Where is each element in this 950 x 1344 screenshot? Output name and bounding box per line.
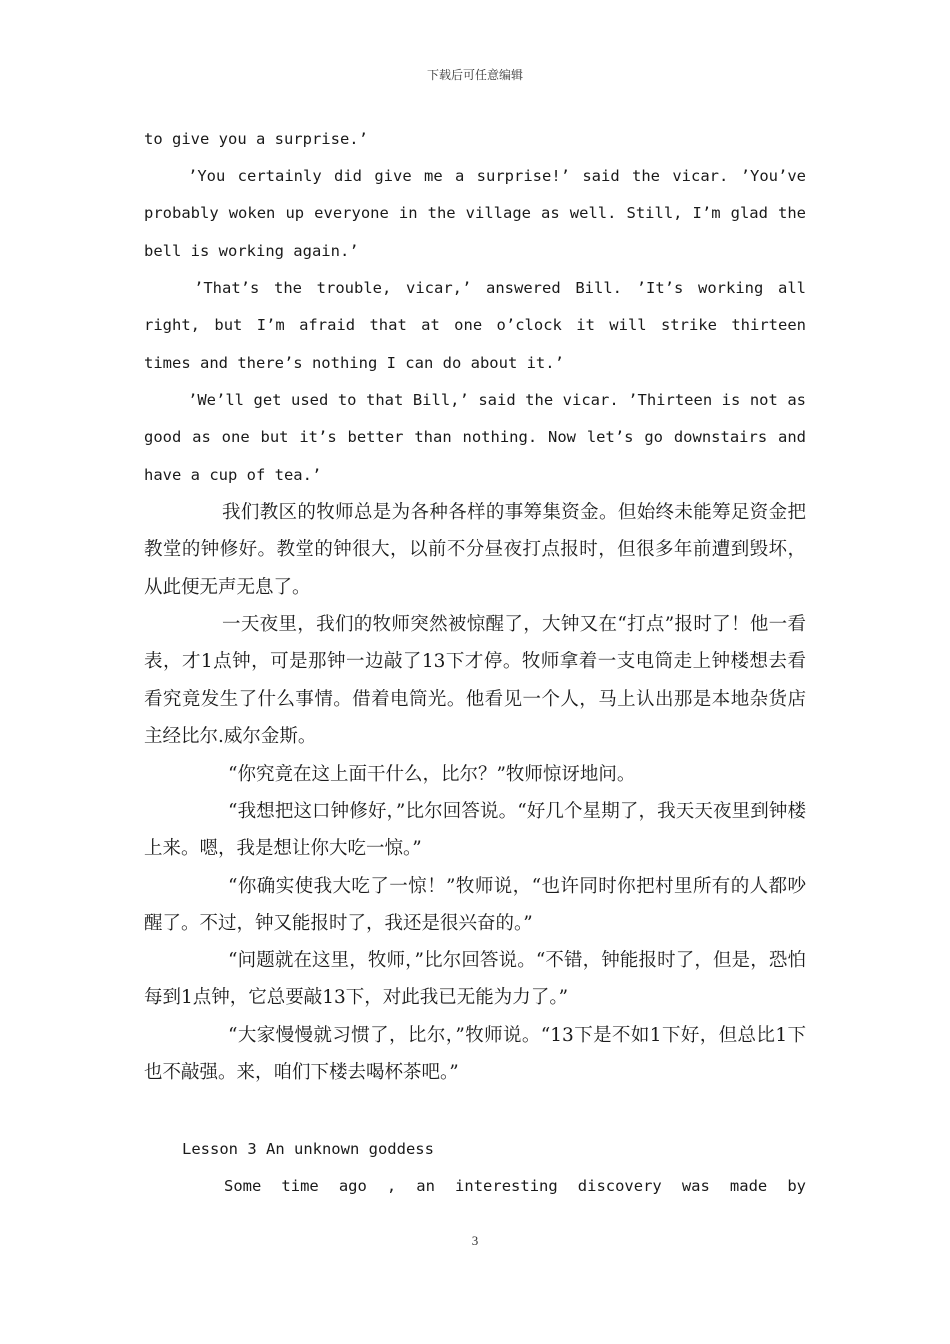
chinese-paragraph: 我们教区的牧师总是为各种各样的事筹集资金。但始终未能筹足资金把教堂的钟修好。教堂的钟很大，以前不分昼夜打点报时，但很多年前遭到毁坏，从此便无声无息了。 (144, 502, 806, 598)
chinese-paragraph: “你确实使我大吃了一惊！”牧师说，“也许同时你把村里所有的人都吵醒了。不过，钟又能报时了，我还是很兴奋的。” (144, 876, 806, 935)
lesson-title: Lesson 3 An unknown goddess (182, 1140, 434, 1158)
chinese-paragraph: 一天夜里，我们的牧师突然被惊醒了，大钟又在“打点”报时了！他一看表，才1点钟，可是那钟一边敲了13下才停。牧师拿着一支电筒走上钟楼想去看看究竟发生了什么事情。借着电筒光。他看见一个人，马上认出那是本地杂货店主经比尔.威尔金斯。 (144, 614, 806, 748)
english-paragraph: to give you a surprise.’ (144, 130, 368, 148)
english-paragraph: ’That’s the trouble, vicar,’ answered Bill. ’It’s working all right, but I’m afraid that at one o’clock it will strike thirteen times and there’s nothing I can do about it.’ (144, 279, 806, 372)
english-paragraph: ’We’ll get used to that Bill,’ said the vicar. ’Thirteen is not as good as one but it’s better than nothing. Now let’s go downstairs and have a cup of tea.’ (144, 391, 806, 484)
page-header: 下载后可任意编辑 (426, 68, 523, 82)
page-number: 3 (471, 1233, 479, 1248)
chinese-paragraph: “你究竟在这上面干什么，比尔？”牧师惊讶地问。 (228, 764, 636, 785)
chinese-paragraph: “大家慢慢就习惯了，比尔，”牧师说。“13下是不如1下好，但总比1下也不敲强。来，咱们下楼去喝杯茶吧。” (144, 1025, 806, 1084)
chinese-paragraph: “问题就在这里，牧师，”比尔回答说。“不错，钟能报时了，但是，恐怕每到1点钟，它总要敲13下，对此我已无能为力了。” (144, 950, 806, 1009)
english-paragraph: ’You certainly did give me a surprise!’ said the vicar. ’You’ve probably woken up everyone in the village as well. Still, I’m glad the bell is working again.’ (144, 167, 806, 260)
lesson-first-line: Some time ago , an interesting discovery was made by (224, 1177, 806, 1195)
chinese-paragraph: “我想把这口钟修好，”比尔回答说。“好几个星期了，我天天夜里到钟楼上来。嗯，我是想让你大吃一惊。” (144, 801, 806, 860)
